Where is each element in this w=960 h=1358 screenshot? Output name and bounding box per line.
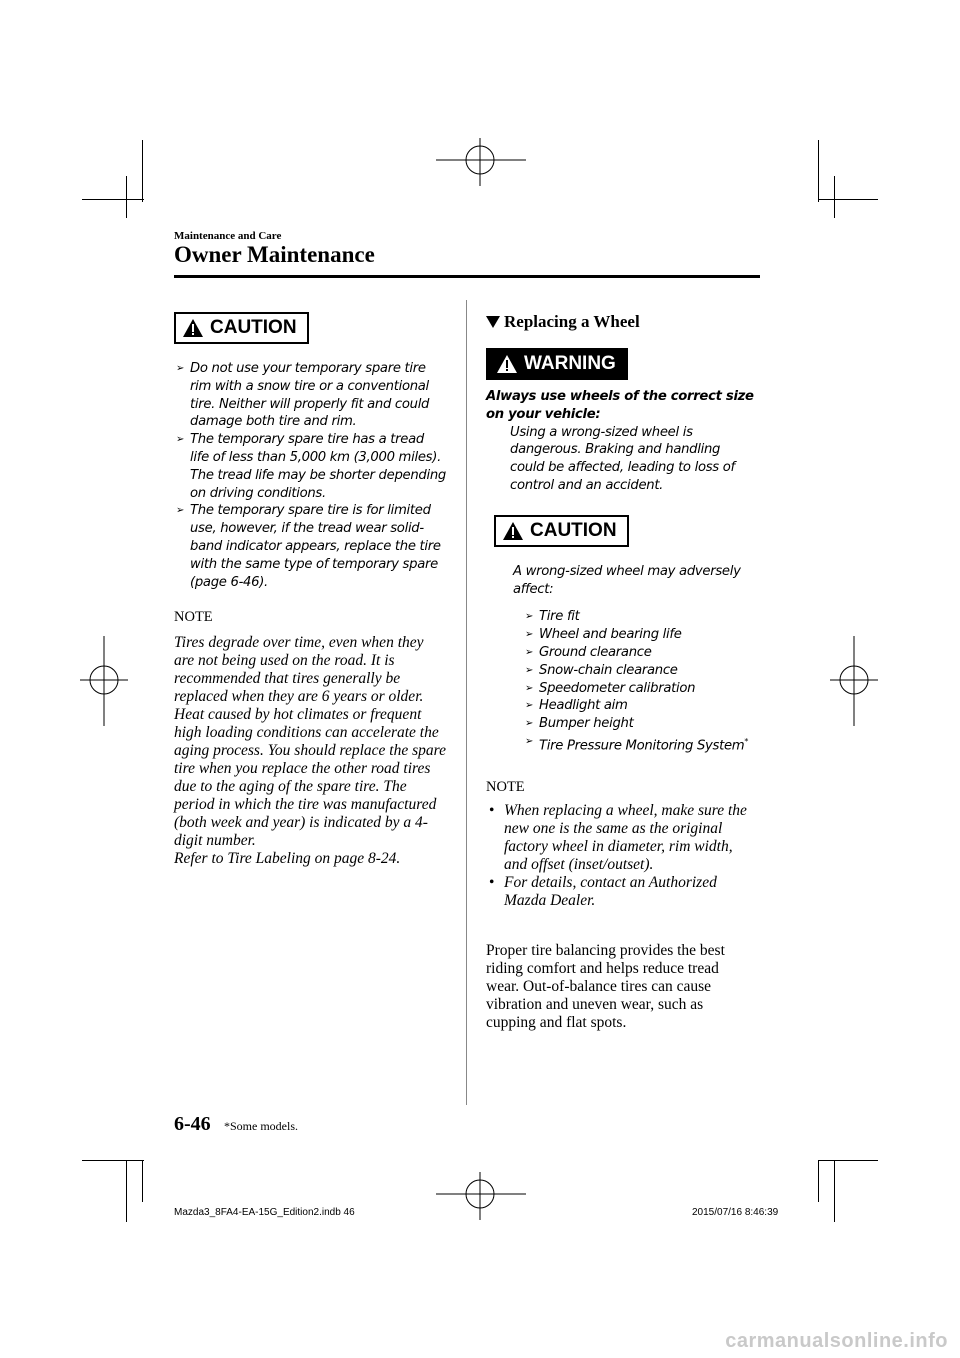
section-heading: Replacing a Wheel [486,312,761,332]
list-item: ➢ The temporary spare tire is for limited use, however, if the tread wear solid-band indicator appears, replace the tire with the same type of temporary spare (page 6-46). [176,503,441,590]
warning-lead: Always use wheels of the correct size on your vehicle: [486,389,754,422]
arrow-right-icon: ➢ [176,363,185,374]
arrow-right-icon: ➢ [525,629,534,641]
footnote: *Some models. [224,1119,298,1133]
registration-mark-bottom [436,1172,526,1220]
header-rule [174,275,760,278]
warning-box [486,348,628,380]
arrow-right-icon: ➢ [176,434,185,446]
list-item: ➢ Ground clearance [525,644,652,660]
caution-list [523,608,761,755]
caution-label: CAUTION [210,317,297,338]
arrow-right-icon: ➢ [525,718,534,730]
caution-box [494,515,629,547]
list-item: ➢ Tire fit [525,609,580,625]
registration-mark-right [830,636,878,726]
left-column [174,312,446,868]
warning-triangle-icon [502,521,524,541]
some-models-mark: * [744,736,749,746]
arrow-right-icon: ➢ [525,664,534,676]
list-item: • For details, contact an Authorized Mazda Dealer. [489,874,717,910]
caution-list [174,360,446,591]
bullet-icon: • [489,874,495,892]
list-item: ➢ Headlight aim [525,698,628,714]
warning-label: WARNING [524,353,616,374]
note-reference: Refer to Tire Labeling on page 8-24. [174,850,401,868]
print-date-info: 2015/07/16 8:46:39 [692,1207,779,1218]
caution-box [174,312,309,344]
list-item: ➢ The temporary spare tire has a tread life of less than 5,000 km (3,000 miles). The tread life may be shorter depending on driving conditions. [176,432,446,501]
arrow-right-icon: ➢ [525,735,534,747]
arrow-right-icon: ➢ [525,682,534,694]
list-item: • When replacing a wheel, make sure the new one is the same as the original factory wheel in diameter, rim width, and offset (inset/outset). [489,802,747,874]
caution-label: CAUTION [530,519,617,541]
warning-triangle-icon [182,318,204,338]
registration-mark-top [436,138,526,186]
arrow-right-icon: ➢ [525,646,534,658]
arrow-right-icon: ➢ [525,700,534,712]
warning-triangle-icon [496,354,518,374]
list-item: ➢ Snow-chain clearance [525,662,678,678]
list-item: ➢ Tire Pressure Monitoring System* [523,733,761,755]
list-item: ➢ Wheel and bearing life [525,627,682,643]
note-label: NOTE [486,779,525,796]
warning-text: Using a wrong-sized wheel is dangerous. Braking and handling could be affected, leading to loss of control and an accident. [510,424,735,493]
note-label: NOTE [174,609,213,626]
watermark: carmanualsonline.info [725,1330,948,1352]
registration-mark-left [80,636,128,726]
caution-lead: A wrong-sized wheel may adversely affect: [513,563,741,597]
page-title: Owner Maintenance [174,242,375,267]
right-column [486,312,761,1032]
body-text: Proper tire balancing provides the best riding comfort and helps reduce tread wear. Out-of-balance tires can cause vibration and uneven wear, such as cupping and flat spots. [486,942,725,1032]
list-item: ➢ Speedometer calibration [525,680,696,696]
list-item: ➢ Bumper height [525,716,634,732]
note-list [486,802,761,910]
list-item: ➢ Do not use your temporary spare tire rim with a snow tire or a conventional tire. Neither will properly fit and could damage both tire and rim. [176,361,430,430]
page-number: 6-46 [174,1113,211,1135]
bullet-icon: • [489,802,495,820]
column-divider [466,300,467,1105]
print-file-info: Mazda3_8FA4-EA-15G_Edition2.indb 46 [174,1207,355,1218]
section-label: Maintenance and Care [174,230,282,242]
note-text: Tires degrade over time, even when they are not being used on the road. It is recommended that tires generally be replaced when they are 6 years or older. Heat caused by hot climates or frequent high loading conditions can accelerate the aging process. You should replace the spare tire when you replace the other road tires due to the aging of the spare tire. The period in which the tire was manufactured (both week and year) is indicated by a 4-digit number. [174,634,446,850]
triangle-down-icon [486,316,500,328]
arrow-right-icon: ➢ [176,505,185,517]
arrow-right-icon: ➢ [525,611,534,623]
